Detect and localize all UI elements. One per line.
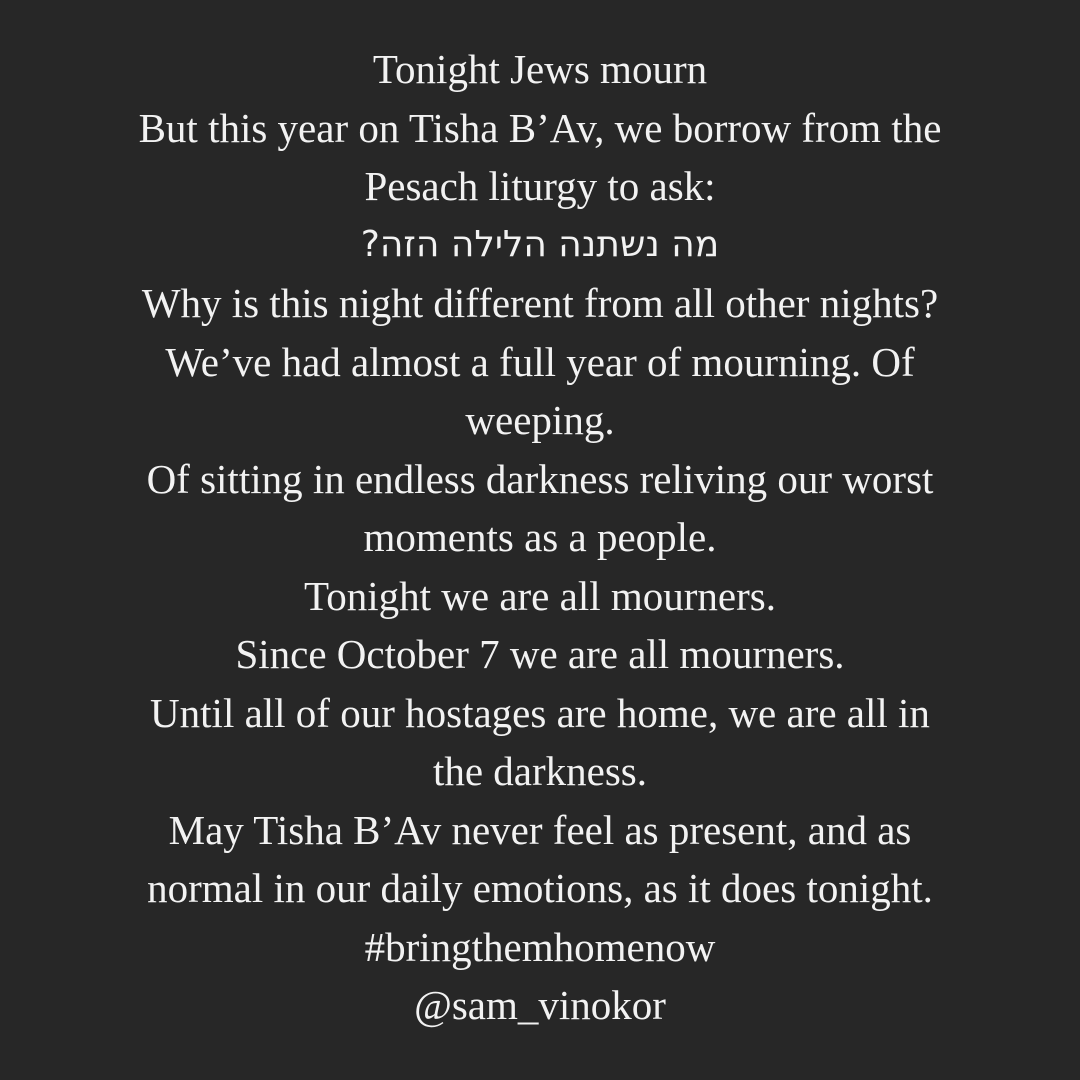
text-line-title: Tonight Jews mourn (372, 46, 708, 92)
text-line: Why is this night different from all other nights? (141, 280, 939, 326)
text-line: Tonight we are all mourners. (304, 572, 776, 619)
text-line: Until all of our hostages are home, we are all in (150, 689, 930, 736)
post-text (40, 40, 1040, 1035)
text-line: the darkness. (432, 748, 648, 794)
text-line: weeping. (465, 397, 615, 443)
text-line: May Tisha B’Av never feel as present, and as (168, 806, 912, 853)
text-line: Of sitting in endless darkness reliving our worst (146, 455, 934, 502)
text-line: Pesach liturgy to ask: (364, 163, 716, 209)
text-line: We’ve had almost a full year of mourning. Of (165, 338, 915, 385)
hashtag: #bringthemhomenow (364, 923, 716, 970)
author-handle: @sam_vinokor (414, 982, 666, 1028)
text-line: But this year on Tisha B’Av, we borrow from the (138, 104, 942, 151)
text-line: normal in our daily emotions, as it does tonight. (147, 865, 933, 911)
text-line: Since October 7 we are all mourners. (235, 631, 845, 677)
text-line: moments as a people. (363, 514, 717, 560)
hebrew-question-line: מה נשתנה הלילה הזה? (360, 223, 720, 265)
